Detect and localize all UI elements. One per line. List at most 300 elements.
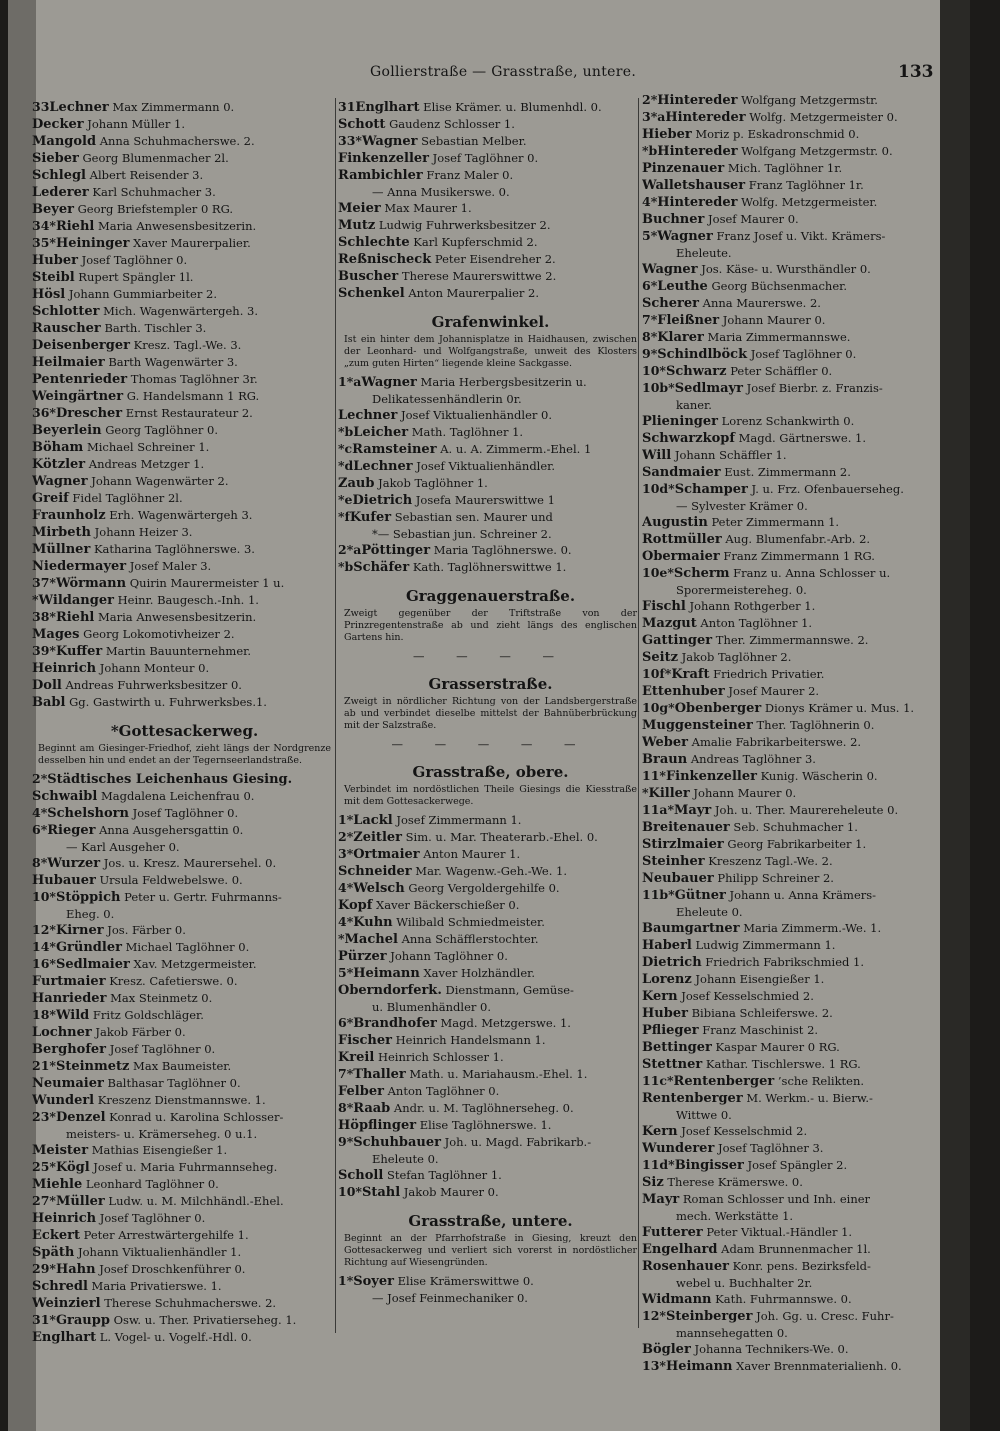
house-number: 9* xyxy=(338,1134,354,1149)
resident-details: Josef Taglöhner 0. xyxy=(429,151,539,165)
directory-entry xyxy=(642,1291,947,1308)
directory-entry xyxy=(338,509,643,526)
resident-details: Franz Zimmermann 1 RG. xyxy=(719,549,875,563)
directory-entry xyxy=(32,805,337,822)
directory-entry xyxy=(338,492,643,509)
resident-details: Peter Viktual.-Händler 1. xyxy=(702,1225,853,1239)
resident-surname: Böham xyxy=(32,440,84,455)
resident-details: Katharina Taglöhnerswe. 3. xyxy=(90,542,255,556)
resident-details: Friedrich Privatier. xyxy=(709,667,825,681)
house-number: 31 xyxy=(338,99,356,114)
house-number: 2*a xyxy=(338,542,362,557)
resident-surname: Wörmann xyxy=(55,576,127,591)
resident-surname: Gattinger xyxy=(642,633,713,648)
resident-details: Sebastian Melber. xyxy=(417,134,527,148)
directory-entry xyxy=(642,194,947,211)
resident-details: Max Baumeister. xyxy=(129,1059,232,1073)
resident-details: A. u. A. Zimmerm.-Ehel. 1 xyxy=(436,442,592,456)
resident-details: Ludw. u. M. Milchhändl.-Ehel. xyxy=(104,1194,284,1208)
directory-entry xyxy=(32,422,337,439)
directory-entry xyxy=(642,363,947,380)
resident-surname: Furtmaier xyxy=(32,974,106,989)
directory-entry xyxy=(642,954,947,971)
house-number: *f xyxy=(338,509,350,524)
resident-surname: Englhart xyxy=(32,1330,97,1345)
resident-details: Elise Krämerswittwe 0. xyxy=(393,1274,534,1288)
resident-details: Karl Schuhmacher 3. xyxy=(88,185,216,199)
resident-details: Maria Privatierswe. 1. xyxy=(87,1279,222,1293)
resident-details: Franz Maschinist 2. xyxy=(698,1023,819,1037)
directory-entry xyxy=(642,1224,947,1241)
directory-entry xyxy=(338,948,643,965)
house-number: *b xyxy=(338,559,354,574)
resident-surname: Schlegl xyxy=(32,168,86,183)
resident-details: Kathar. Tischlerswe. 1 RG. xyxy=(702,1057,861,1071)
directory-entry xyxy=(338,217,643,234)
directory-entry xyxy=(32,1109,337,1126)
section-note-grasstrasse-obere: Verbindet im nordöstlichen Theile Giesings die Kiesstraße mit dem Gottesackerwege. xyxy=(344,784,637,807)
resident-details: Josef Taglöhner 0. xyxy=(106,1042,216,1056)
directory-entry xyxy=(32,626,337,643)
house-number: 10e* xyxy=(642,565,674,580)
resident-surname: Fischer xyxy=(338,1033,392,1048)
house-number: 9* xyxy=(642,346,658,361)
resident-surname: Soyer xyxy=(353,1274,394,1289)
resident-details: Sebastian sen. Maurer und xyxy=(391,510,553,524)
resident-details: kaner. xyxy=(676,398,712,412)
resident-details: Barth. Tischler 3. xyxy=(100,321,207,335)
house-number: 36* xyxy=(32,405,56,420)
resident-surname: Rieger xyxy=(47,823,96,838)
resident-surname: Wagner xyxy=(32,474,88,489)
resident-details: Adam Brunnenmacher 1l. xyxy=(717,1242,871,1256)
resident-surname: Denzel xyxy=(55,1110,106,1125)
resident-surname: Höpflinger xyxy=(338,1118,417,1133)
resident-details: Jos. Färber 0. xyxy=(103,923,186,937)
section-note-grafenwinkel: Ist ein hinter dem Johannisplatze in Haidhausen, zwischen der Leonhard- und Wolfgangstraße, unweit des Klosters „zum guten Hirten“ liegende kleine Sackgasse. xyxy=(344,334,637,369)
resident-details: Eheleute. xyxy=(676,246,732,260)
directory-entry xyxy=(32,592,337,609)
resident-details: Johanna Technikers-We. 0. xyxy=(690,1342,849,1356)
house-number: 10d* xyxy=(642,481,675,496)
resident-surname: Pöttinger xyxy=(361,543,431,558)
directory-entry xyxy=(338,1273,643,1290)
house-number: 39* xyxy=(32,643,56,658)
directory-entry xyxy=(642,1308,947,1325)
directory-entry xyxy=(642,717,947,734)
directory-entry xyxy=(642,904,947,920)
resident-surname: Ettenhuber xyxy=(642,684,725,699)
resident-details: Maria Anwesensbesitzerin. xyxy=(94,219,257,233)
resident-surname: Rentenberger xyxy=(673,1074,775,1089)
resident-details: Bibiana Schleiferswe. 2. xyxy=(687,1006,833,1020)
resident-details: — Josef Feinmechaniker 0. xyxy=(372,1291,528,1305)
directory-entry xyxy=(338,200,643,217)
resident-details: ’sche Relikten. xyxy=(774,1074,865,1088)
resident-surname: Wagner xyxy=(361,134,418,149)
running-header: Gollierstraße — Grasstraße, untere. xyxy=(370,64,637,80)
resident-surname: Schuhbauer xyxy=(353,1135,441,1150)
resident-details: Xaver Holzhändler. xyxy=(419,966,536,980)
page-number: 133 xyxy=(898,62,934,82)
resident-surname: Klarer xyxy=(657,330,704,345)
section-title-gottesackerweg: *Gottesackerweg. xyxy=(110,722,259,740)
resident-details: Maria Anwesensbesitzerin. xyxy=(94,610,257,624)
resident-details: Ludwig Zimmermann 1. xyxy=(691,938,836,952)
directory-entry xyxy=(32,1041,337,1058)
resident-details: Quirin Maurermeister 1 u. xyxy=(126,576,285,590)
resident-surname: Steinmetz xyxy=(55,1059,130,1074)
resident-details: Johann Taglöhner 0. xyxy=(386,949,508,963)
resident-details: Michael Schreiner 1. xyxy=(83,440,210,454)
resident-details: Georg Blumenmacher 2l. xyxy=(78,151,229,165)
resident-details: Franz u. Anna Schlosser u. xyxy=(729,566,891,580)
resident-details: Therese Krämerswe. 0. xyxy=(663,1175,803,1189)
resident-surname: Meier xyxy=(338,201,381,216)
section-title-graggenauerstrasse: Graggenauerstraße. xyxy=(405,587,576,605)
resident-details: Eust. Zimmermann 2. xyxy=(720,465,851,479)
directory-entry xyxy=(32,558,337,575)
resident-surname: Hahn xyxy=(55,1262,96,1277)
resident-surname: Breitenauer xyxy=(642,820,730,835)
directory-entry xyxy=(32,922,337,939)
resident-surname: Will xyxy=(642,448,672,463)
resident-details: Kunig. Wäscherin 0. xyxy=(756,769,878,783)
resident-details: Thomas Taglöhner 3r. xyxy=(127,372,258,386)
directory-entry xyxy=(642,514,947,531)
resident-surname: Heimann xyxy=(665,1359,733,1374)
resident-details: Johann Schäffler 1. xyxy=(671,448,787,462)
directory-entry xyxy=(642,1039,947,1056)
directory-entry xyxy=(642,598,947,615)
resident-details: *— Sebastian jun. Schreiner 2. xyxy=(372,527,552,541)
resident-details: Jakob Färber 0. xyxy=(91,1025,186,1039)
resident-surname: Mages xyxy=(32,627,80,642)
directory-entry xyxy=(338,424,643,441)
resident-surname: Plieninger xyxy=(642,414,718,429)
house-number: 11d* xyxy=(642,1157,675,1172)
resident-details: webel u. Buchhalter 2r. xyxy=(676,1276,813,1290)
list-col1 xyxy=(32,99,337,711)
resident-surname: Städtisches Leichenhaus Giesing. xyxy=(47,772,293,787)
resident-details: Franz Taglöhner 1r. xyxy=(745,178,864,192)
resident-surname: Hubauer xyxy=(32,873,96,888)
directory-entry xyxy=(32,872,337,889)
directory-entry xyxy=(32,133,337,150)
list-col2 xyxy=(338,99,643,302)
directory-entry xyxy=(642,481,947,498)
resident-details: — Sylvester Krämer 0. xyxy=(676,499,808,513)
resident-surname: Welsch xyxy=(353,881,405,896)
resident-surname: Kirner xyxy=(55,923,104,938)
resident-surname: Schwaibl xyxy=(32,789,98,804)
directory-entry xyxy=(642,1208,947,1224)
resident-surname: Babl xyxy=(32,695,66,710)
directory-entry xyxy=(338,391,643,407)
directory-entry xyxy=(338,374,643,391)
directory-entry xyxy=(32,1126,337,1142)
house-number: *b xyxy=(642,143,658,158)
house-number: 37* xyxy=(32,575,56,590)
directory-entry xyxy=(338,1049,643,1066)
resident-surname: Späth xyxy=(32,1245,75,1260)
resident-surname: Neubauer xyxy=(642,871,714,886)
resident-surname: Englhart xyxy=(355,100,420,115)
resident-details: Johann Gummiarbeiter 2. xyxy=(65,287,217,301)
resident-details: Max Steinmetz 0. xyxy=(106,991,213,1005)
resident-details: u. Blumenhändler 0. xyxy=(372,1000,492,1014)
directory-entry xyxy=(338,150,643,167)
directory-entry xyxy=(642,1258,947,1275)
directory-entry xyxy=(642,836,947,853)
directory-entry xyxy=(32,269,337,286)
directory-entry xyxy=(642,245,947,261)
resident-details: Math. u. Mariahausm.-Ehel. 1. xyxy=(405,1067,588,1081)
resident-surname: Muggensteiner xyxy=(642,718,753,733)
resident-details: Ludwig Fuhrwerksbesitzer 2. xyxy=(375,218,551,232)
resident-surname: Ortmaier xyxy=(353,847,420,862)
house-number: * xyxy=(338,931,345,946)
directory-entry xyxy=(32,1176,337,1193)
resident-details: Johann Viktualienhändler 1. xyxy=(74,1245,242,1259)
resident-surname: Beyer xyxy=(32,202,74,217)
resident-surname: Kuffer xyxy=(55,644,103,659)
resident-surname: Sedlmaier xyxy=(55,957,130,972)
resident-details: — Anna Musikerswe. 0. xyxy=(372,185,510,199)
resident-surname: Gründler xyxy=(55,940,122,955)
resident-details: Gaudenz Schlosser 1. xyxy=(385,117,515,131)
directory-entry xyxy=(338,1015,643,1032)
resident-surname: Stirzlmaier xyxy=(642,837,724,852)
resident-details: Ther. Taglöhnerin 0. xyxy=(752,718,875,732)
house-number: 11b* xyxy=(642,887,675,902)
resident-details: Johann Monteur 0. xyxy=(96,661,210,675)
resident-details: Josef Kesselschmid 2. xyxy=(677,1124,808,1138)
resident-surname: Zaub xyxy=(338,476,375,491)
house-number: 1* xyxy=(338,812,354,827)
resident-details: Peter Schäffler 0. xyxy=(726,364,833,378)
house-number: 6* xyxy=(642,278,658,293)
house-number: 4* xyxy=(32,805,48,820)
directory-entry xyxy=(32,1278,337,1295)
house-number: 12* xyxy=(32,922,56,937)
list-col3 xyxy=(642,92,947,1375)
directory-entry xyxy=(32,839,337,855)
resident-surname: Obermaier xyxy=(642,549,720,564)
directory-entry xyxy=(338,999,643,1015)
resident-surname: Mazgut xyxy=(642,616,697,631)
directory-entry xyxy=(338,1134,643,1151)
directory-entry xyxy=(32,320,337,337)
resident-surname: Baumgartner xyxy=(642,921,740,936)
resident-surname: Oberndorferk. xyxy=(338,983,442,998)
directory-entry xyxy=(642,649,947,666)
directory-entry xyxy=(32,1193,337,1210)
resident-surname: Mayr xyxy=(642,1192,680,1207)
directory-entry xyxy=(32,524,337,541)
house-number: 8* xyxy=(338,1100,354,1115)
directory-entry xyxy=(642,1174,947,1191)
resident-details: Heinr. Baugesch.-Inh. 1. xyxy=(113,593,259,607)
resident-surname: Seitz xyxy=(642,650,678,665)
resident-details: L. Vogel- u. Vogelf.-Hdl. 0. xyxy=(96,1330,252,1344)
directory-entry xyxy=(642,211,947,228)
resident-surname: Heimann xyxy=(353,966,420,981)
directory-entry xyxy=(32,303,337,320)
directory-entry xyxy=(338,268,643,285)
directory-entry xyxy=(338,441,643,458)
resident-details: Dionys Krämer u. Mus. 1. xyxy=(761,701,915,715)
directory-entry xyxy=(642,734,947,751)
resident-details: Therese Maurerswittwe 2. xyxy=(398,269,557,283)
directory-entry xyxy=(32,609,337,626)
house-number: 10* xyxy=(338,1184,362,1199)
directory-entry xyxy=(642,312,947,329)
directory-entry xyxy=(642,261,947,278)
resident-details: Josef Taglöhner 0. xyxy=(96,1211,206,1225)
resident-details: Josef Maler 3. xyxy=(126,559,212,573)
resident-details: Dienstmann, Gemüse- xyxy=(441,983,574,997)
directory-entry xyxy=(32,1159,337,1176)
resident-details: G. Handelsmann 1 RG. xyxy=(123,389,260,403)
directory-entry xyxy=(338,559,643,576)
resident-details: Georg Fabrikarbeiter 1. xyxy=(723,837,867,851)
directory-entry xyxy=(642,143,947,160)
resident-details: Maria Herbergsbesitzerin u. xyxy=(416,375,587,389)
house-number: 4* xyxy=(642,194,658,209)
resident-details: Andreas Fuhrwerksbesitzer 0. xyxy=(61,678,242,692)
directory-entry xyxy=(338,982,643,999)
directory-entry xyxy=(338,234,643,251)
resident-details: M. Werkm.- u. Bierw.- xyxy=(742,1091,873,1105)
directory-entry xyxy=(642,1073,947,1090)
resident-surname: Dietrich xyxy=(642,955,702,970)
resident-details: Anton Taglöhner 0. xyxy=(383,1084,500,1098)
directory-entry xyxy=(338,458,643,475)
resident-details: Erh. Wagenwärtergeh 3. xyxy=(105,508,253,522)
resident-surname: Schelshorn xyxy=(47,806,129,821)
resident-details: Max Zimmermann 0. xyxy=(108,100,235,114)
directory-entry xyxy=(32,388,337,405)
resident-surname: Schindlböck xyxy=(657,347,748,362)
resident-surname: Pinzenauer xyxy=(642,161,725,176)
section-note-grasstrasse-untere: Beginnt an der Pfarrhofstraße in Giesing, kreuzt den Gottesackerweg und verliert sich vorerst in nordöstlicher Richtung auf Wiesengründen. xyxy=(344,1233,637,1268)
resident-surname: Hanrieder xyxy=(32,991,107,1006)
resident-details: Josef Droschkenführer 0. xyxy=(95,1262,246,1276)
directory-entry xyxy=(32,150,337,167)
resident-details: Georg Taglöhner 0. xyxy=(101,423,218,437)
directory-entry xyxy=(642,666,947,683)
directory-entry xyxy=(642,802,947,819)
resident-details: Andr. u. M. Taglöhnerseheg. 0. xyxy=(390,1101,574,1115)
resident-surname: Felber xyxy=(338,1084,384,1099)
resident-surname: Wagner xyxy=(657,229,713,244)
resident-surname: Heininger xyxy=(55,236,130,251)
resident-details: Stefan Taglöhner 1. xyxy=(383,1168,502,1182)
resident-surname: Schlechte xyxy=(338,235,410,250)
resident-surname: Lechner xyxy=(338,408,398,423)
resident-surname: Buscher xyxy=(338,269,399,284)
directory-entry xyxy=(338,542,643,559)
directory-entry xyxy=(338,846,643,863)
list-col2c xyxy=(338,812,643,1201)
directory-entry xyxy=(642,1341,947,1358)
house-number: 31* xyxy=(32,1312,56,1327)
directory-entry xyxy=(32,889,337,906)
resident-surname: Bögler xyxy=(642,1342,691,1357)
resident-details: Sporermeistereheg. 0. xyxy=(676,583,807,597)
resident-details: Kath. Taglöhnerswittwe 1. xyxy=(409,560,567,574)
resident-surname: Pürzer xyxy=(338,949,387,964)
resident-details: Peter Zimmermann 1. xyxy=(707,515,840,529)
resident-details: Kaspar Maurer 0 RG. xyxy=(711,1040,840,1054)
resident-details: Lorenz Schankwirth 0. xyxy=(717,414,855,428)
resident-details: Konr. pens. Bezirksfeld- xyxy=(728,1259,871,1273)
resident-details: Joh. u. Magd. Fabrikarb.- xyxy=(440,1135,592,1149)
resident-details: Albert Reisender 3. xyxy=(86,168,204,182)
resident-details: Leonhard Taglöhner 0. xyxy=(82,1177,219,1191)
house-number: * xyxy=(32,592,39,607)
resident-surname: Kreil xyxy=(338,1050,375,1065)
resident-surname: Hieber xyxy=(642,127,692,142)
resident-details: Eheleute 0. xyxy=(676,905,743,919)
house-number: 11a* xyxy=(642,802,675,817)
house-number: 33 xyxy=(32,99,50,114)
resident-details: Joh. u. Ther. Maurereheleute 0. xyxy=(711,803,899,817)
resident-surname: Wagner xyxy=(642,262,698,277)
resident-details: Amalie Fabrikarbeiterswe. 2. xyxy=(688,735,862,749)
directory-entry xyxy=(338,167,643,184)
directory-entry xyxy=(32,1261,337,1278)
resident-details: Wolfg. Metzgermeister 0. xyxy=(745,110,898,124)
directory-entry xyxy=(338,1290,643,1306)
directory-entry xyxy=(32,956,337,973)
resident-surname: Wunderer xyxy=(642,1141,715,1156)
resident-surname: Schott xyxy=(338,117,386,132)
directory-entry xyxy=(32,939,337,956)
directory-entry xyxy=(32,973,337,990)
resident-details: Xaver Brennmaterialienh. 0. xyxy=(732,1359,902,1373)
resident-details: Josef Taglöhner 0. xyxy=(128,806,239,820)
directory-entry xyxy=(32,1312,337,1329)
resident-surname: Finkenzeller xyxy=(665,769,757,784)
resident-details: Kresz. Cafetierswe. 0. xyxy=(105,974,238,988)
resident-details: Eheleute 0. xyxy=(372,1152,439,1166)
separator-dashes: — — — — xyxy=(413,649,568,663)
resident-surname: Futterer xyxy=(642,1225,703,1240)
resident-details: Josef Viktualienhändler 0. xyxy=(397,408,553,422)
resident-details: Karl Kupferschmid 2. xyxy=(409,235,538,249)
resident-surname: Fraunholz xyxy=(32,508,106,523)
resident-surname: Hintereder xyxy=(665,110,746,125)
directory-entry xyxy=(338,1066,643,1083)
directory-entry xyxy=(338,1117,643,1134)
resident-details: Johann Eisengießer 1. xyxy=(691,972,825,986)
resident-surname: Greif xyxy=(32,491,69,506)
directory-entry xyxy=(642,870,947,887)
resident-surname: Scholl xyxy=(338,1168,384,1183)
resident-surname: Doll xyxy=(32,678,62,693)
resident-surname: Killer xyxy=(648,786,690,801)
resident-surname: Wild xyxy=(55,1008,90,1023)
resident-surname: Müller xyxy=(55,1194,105,1209)
resident-details: Josef Maurer 2. xyxy=(724,684,820,698)
house-number: 13* xyxy=(642,1358,666,1373)
house-number: *c xyxy=(338,441,353,456)
directory-entry xyxy=(642,1123,947,1140)
resident-details: Sim. u. Mar. Theaterarb.-Ehel. 0. xyxy=(402,830,598,844)
resident-surname: Scherer xyxy=(642,296,699,311)
